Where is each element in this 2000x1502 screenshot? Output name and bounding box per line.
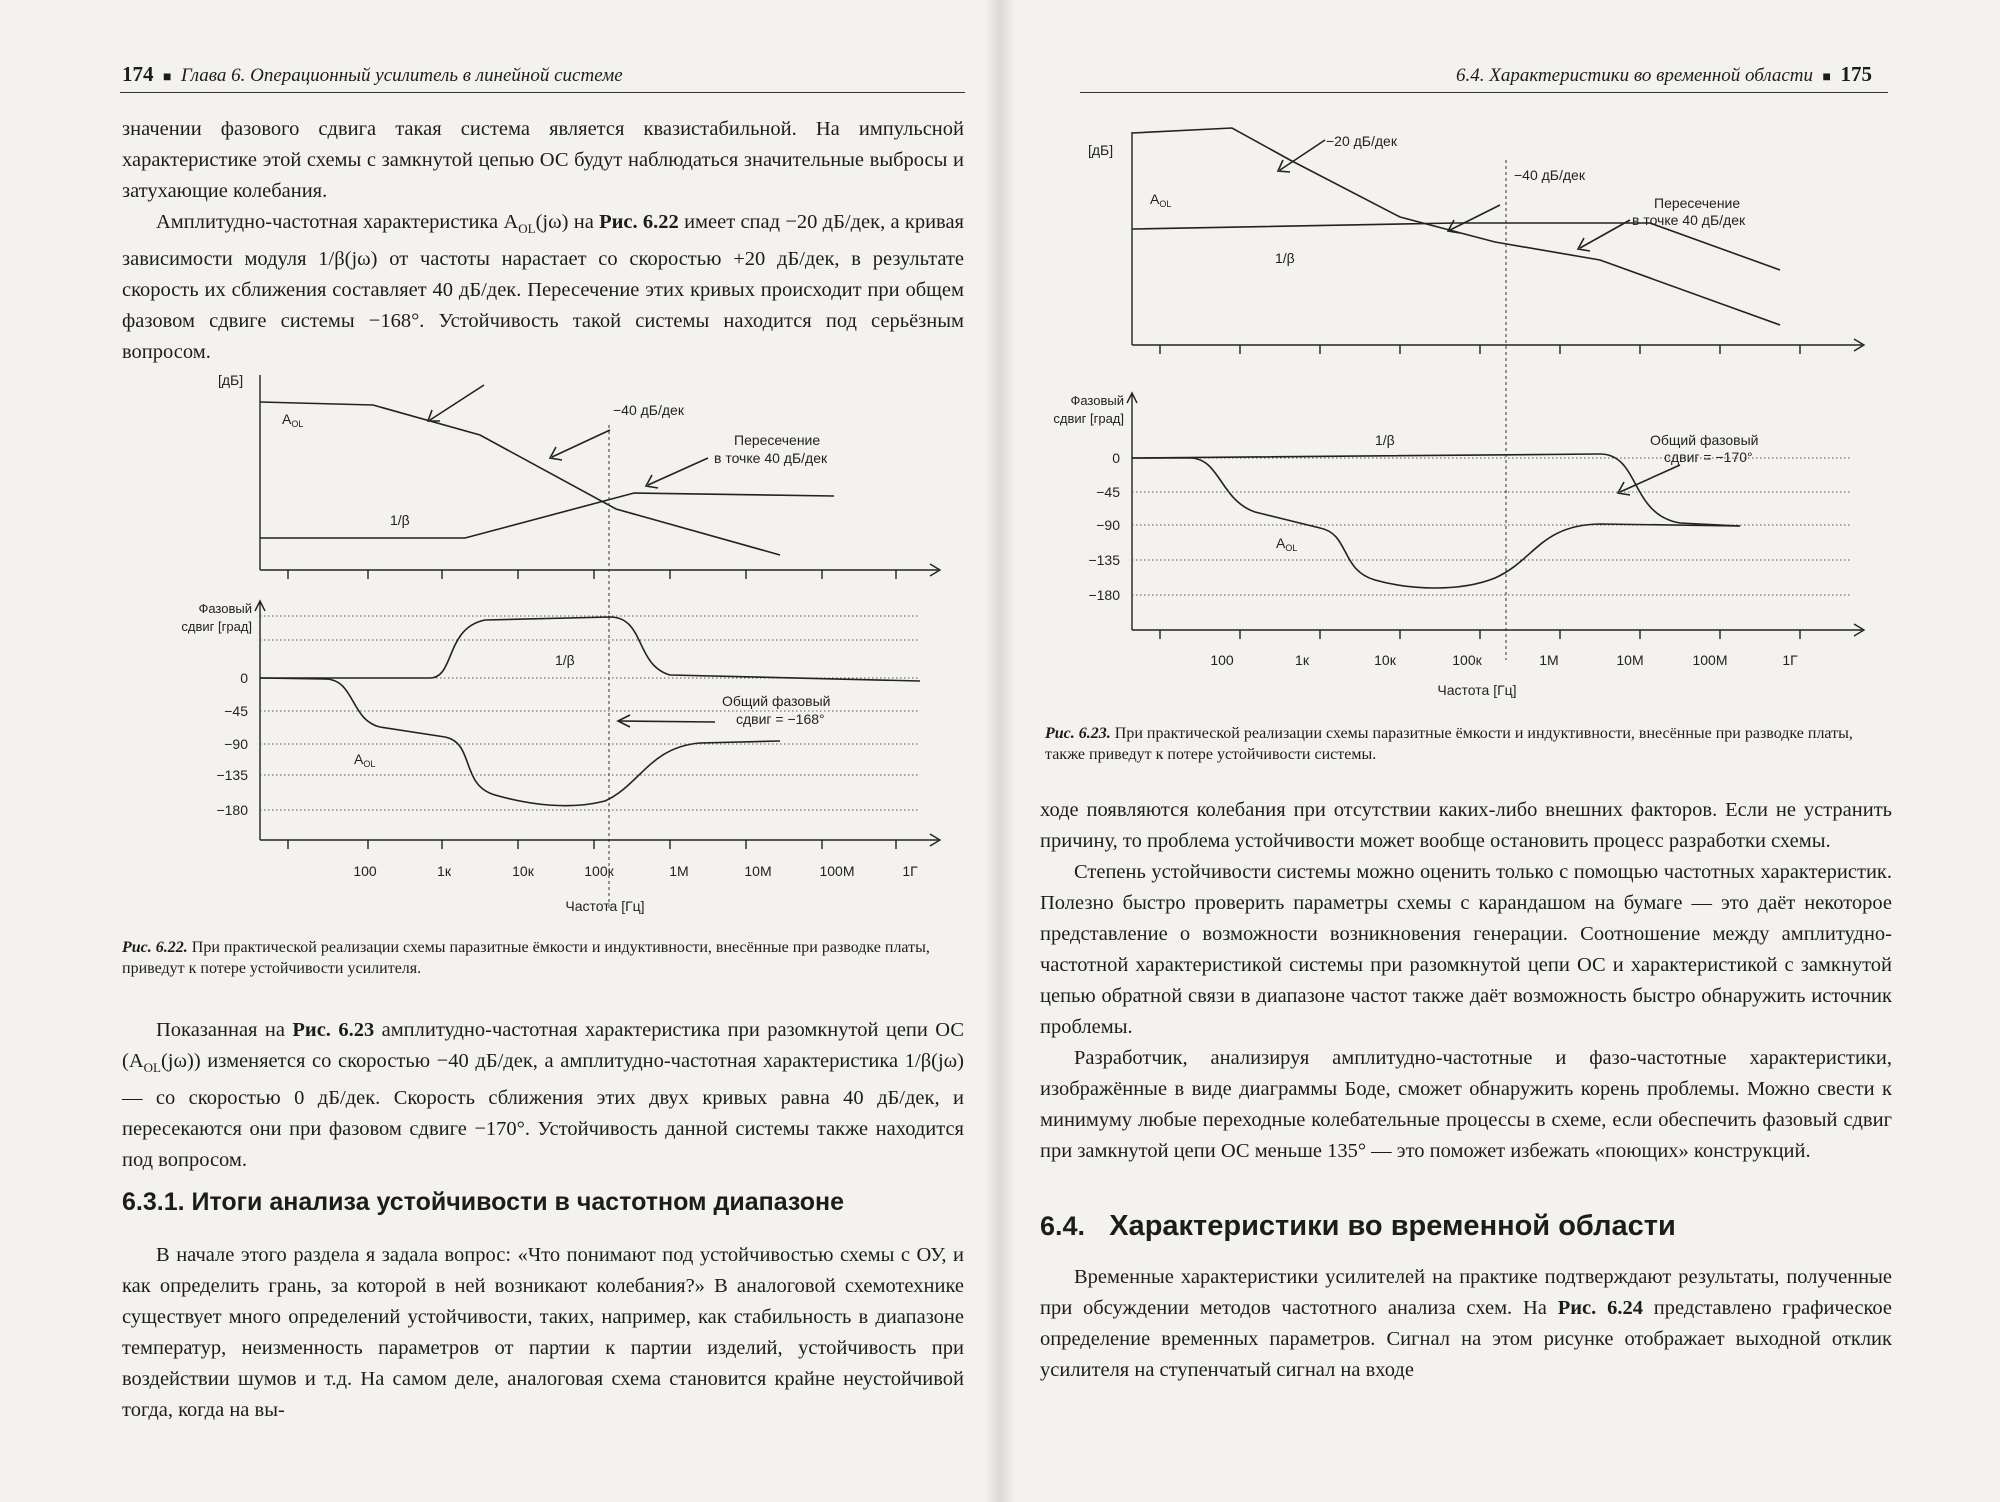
paragraph: Разработчик, анализируя амплитудно-частотные и фазо-частотные характеристики, изображённые в виде диаграммы Боде, сможет обнаружить корень проблемы. Можно свести к минимуму любые переходные колебательные процессы в схеме, если обеспечить фазовый сдвиг при замкнутой цепи ОС меньше 135° — это поможет избежать «поющих» конструкций. [1040, 1047, 1892, 1162]
phase-tick-label: −180 [216, 802, 248, 818]
inv-beta-phase-curve [260, 617, 920, 681]
paragraph: Амплитудно-частотная характеристика $A_{OL}(j\omega)$ на Рис. 6.22 имеет спад −20 дБ/дек, а кривая зависимости модуля 1/β(jω) от частоты нарастает со скоростью +20 дБ/дек, в результате скорость их сближения составляет 40 дБ/дек. Пересечение этих кривых происходит при общем фазовом сдвиге системы −168°. Устойчивость такой системы находится под серьёзным вопросом. [122, 211, 964, 364]
slope-top-label: −20 дБ/дек [1326, 133, 1397, 149]
running-head-left [122, 62, 623, 87]
section-number: 6.4. [1040, 1211, 1086, 1241]
freq-tick-label: 100М [819, 863, 855, 879]
freq-axis-label: Частота [Гц] [1437, 682, 1517, 698]
phase-tick-label: −90 [224, 736, 248, 752]
freq-tick-label: 10к [512, 863, 534, 879]
freq-axis-label: Частота [Гц] [565, 898, 645, 914]
separator-square: ■ [163, 70, 172, 85]
freq-tick-label: 1к [1295, 652, 1309, 668]
figure-ref: Рис. 6.24 [1557, 1297, 1643, 1319]
page-number: 175 [1840, 62, 1872, 86]
slope-label: −40 дБ/дек [613, 402, 684, 418]
freq-tick-label: 1М [669, 863, 689, 879]
caption-label: Рис. 6.23. [1045, 725, 1111, 742]
freq-tick-label: 100М [1692, 652, 1728, 668]
text-block-bottom [122, 1240, 964, 1426]
freq-tick-label: 100 [353, 863, 377, 879]
section-heading: 6.3.1. Итоги анализа устойчивости в частотном диапазоне [122, 1188, 844, 1216]
phase-axis-label: Фазовый [1070, 393, 1124, 408]
aol-phase-curve [260, 678, 780, 806]
inv-beta-phase-curve [1132, 454, 1740, 526]
phase-tick-label: −135 [216, 767, 248, 783]
crossing-label: Пересечение [734, 432, 821, 448]
figure-ref: Рис. 6.22 [599, 211, 679, 233]
phase-ticks [288, 840, 896, 849]
aol-label: $A_{OL}$ [354, 751, 376, 769]
paragraph: Степень устойчивости системы можно оценить только с помощью частотных характеристик. Полезно быстро проверить параметры схемы с карандашом на бумаге — это даёт некоторое представление о возможности возникновения генерации. Соотношение между амплитудно-частотной характеристикой системы при разомкнутой цепи ОС и характеристикой с замкнутой цепью обратной связи в диапазоне частот также даёт возможность быстро обнаружить источник проблемы. [1040, 861, 1892, 1038]
freq-tick-label: 10М [744, 863, 772, 879]
caption-text: При практической реализации схемы паразитные ёмкости и индуктивности, внесённые при разводке платы, также приведут к потере устойчивости системы. [1045, 725, 1853, 763]
pointer-arrow [618, 715, 715, 727]
phase-label: Общий фазовый [722, 693, 831, 709]
separator-square: ■ [1822, 70, 1831, 85]
freq-tick-label: 100к [1452, 652, 1482, 668]
aol-label: $A_{OL}$ [1276, 535, 1298, 553]
inv-beta-curve [1132, 223, 1650, 229]
slope-label: −40 дБ/дек [1514, 167, 1585, 183]
figure-caption [1045, 723, 1890, 765]
phase-label: сдвиг = −168° [736, 711, 825, 727]
page-number: 174 [122, 62, 154, 86]
running-head-right [1456, 62, 1872, 87]
freq-tick-label: 100к [584, 863, 614, 879]
inv-beta-label: 1/β [555, 652, 575, 668]
crossing-label: в точке 40 дБ/дек [1632, 212, 1746, 228]
phase-label: Общий фазовый [1650, 432, 1759, 448]
right-page [1010, 0, 2000, 1502]
phase-tick-label: −135 [1088, 552, 1120, 568]
paragraph: В начале этого раздела я задала вопрос: «Что понимают под устойчивостью схемы с ОУ, и как определить грань, за которой в ней возникают колебания?» В аналоговой схемотехнике существует много определений устойчивости, таких, например, как стабильность в диапазоне температур, неизменность параметров от партии к партии изделий, устойчивость при воздействии шумов и т.д. На самом деле, аналоговая схема становится крайне неустойчивой тогда, когда на вы- [122, 1244, 964, 1421]
header-rule [120, 92, 965, 93]
text-block-bottom [1040, 1262, 1892, 1386]
caption-text: При практической реализации схемы паразитные ёмкости и индуктивности, внесённые при разводке платы, приведут к потере устойчивости усилителя. [122, 939, 930, 977]
phase-axis-label: сдвиг [град] [1053, 411, 1124, 426]
phase-tick-label: 0 [1112, 450, 1120, 466]
phase-tick-label: −45 [1096, 484, 1120, 500]
aol-tail [1650, 223, 1780, 270]
crossing-label: в точке 40 дБ/дек [714, 450, 828, 466]
unit-db: [дБ] [218, 372, 244, 388]
phase-gridlines [1132, 458, 1850, 595]
phase-ticks [1160, 630, 1800, 639]
figure-6-23 [1040, 120, 1900, 710]
aol-phase-curve [1132, 458, 1740, 588]
inv-beta-label: 1/β [1375, 432, 1395, 448]
phase-tick-label: 0 [240, 670, 248, 686]
aol-label: $A_{OL}$ [282, 411, 304, 429]
freq-tick-label: 1М [1539, 652, 1559, 668]
aol-curve [260, 402, 780, 555]
freq-tick-label: 10к [1374, 652, 1396, 668]
figure-6-22 [140, 365, 960, 925]
phase-axis-label: Фазовый [198, 601, 252, 616]
left-page [0, 0, 990, 1502]
text-block-middle [122, 1015, 964, 1176]
inv-beta-label: 1/β [390, 512, 410, 528]
phase-tick-label: −45 [224, 703, 248, 719]
mag-ticks [1160, 345, 1800, 354]
section-title: 6.4. Характеристики во временной области [1455, 65, 1814, 86]
phase-axis-label: сдвиг [град] [181, 619, 252, 634]
text-block-top [122, 114, 964, 368]
crossing-label: Пересечение [1654, 195, 1741, 211]
paragraph: Временные характеристики усилителей на практике подтверждают результаты, полученные при обсуждении методов частотного анализа схем. На Рис. 6.24 представлено графическое определение временных параметров. Сигнал на этом рисунке отображает выходной отклик усилителя на ступенчатый сигнал на входе [1040, 1266, 1892, 1381]
text-block-top [1040, 795, 1892, 1167]
section-title: Характеристики во временной области [1109, 1210, 1676, 1242]
paragraph: значении фазового сдвига такая система является квазистабильной. На импульсной характеристике этой схемы с замкнутой цепью ОС будут наблюдаться значительные выбросы и затухающие колебания. [122, 118, 964, 202]
aol-label: $A_{OL}$ [1150, 191, 1172, 209]
freq-tick-label: 1Г [1782, 652, 1798, 668]
freq-tick-label: 1Г [902, 863, 918, 879]
caption-label: Рис. 6.22. [122, 939, 188, 956]
figure-caption [122, 937, 964, 979]
chapter-title: Глава 6. Операционный усилитель в линейной системе [180, 65, 623, 86]
freq-tick-label: 1к [437, 863, 451, 879]
unit-db: [дБ] [1088, 142, 1114, 158]
header-rule [1080, 92, 1888, 93]
freq-tick-label: 100 [1210, 652, 1234, 668]
phase-tick-label: −90 [1096, 517, 1120, 533]
inv-beta-curve [260, 493, 834, 538]
freq-tick-label: 10М [1616, 652, 1644, 668]
section-heading [1040, 1210, 1676, 1243]
phase-tick-label: −180 [1088, 587, 1120, 603]
paragraph: Показанная на Рис. 6.23 амплитудно-частотная характеристика при разомкнутой цепи ОС $(A_{OL}(j\omega))$ изменяется со скоростью −40 дБ/дек, а амплитудно-частотная характеристика 1/β(jω) — со скоростью 0 дБ/дек. Скорость сближения этих двух кривых равна 40 дБ/дек, и пересекаются они при фазовом сдвиге −170°. Устойчивость данной системы также находится под вопросом. [122, 1019, 964, 1172]
figure-ref: Рис. 6.23 [292, 1019, 375, 1041]
inv-beta-label: 1/β [1275, 250, 1295, 266]
phase-label: сдвиг = −170° [1664, 449, 1753, 465]
paragraph: ходе появляются колебания при отсутствии каких-либо внешних факторов. Если не устранить причину, то проблема устойчивости может вообще остановить процесс разработки схемы. [1040, 799, 1892, 852]
pointer-arrows [1278, 140, 1630, 251]
pointer-arrows [428, 385, 708, 488]
mag-ticks [288, 570, 896, 579]
